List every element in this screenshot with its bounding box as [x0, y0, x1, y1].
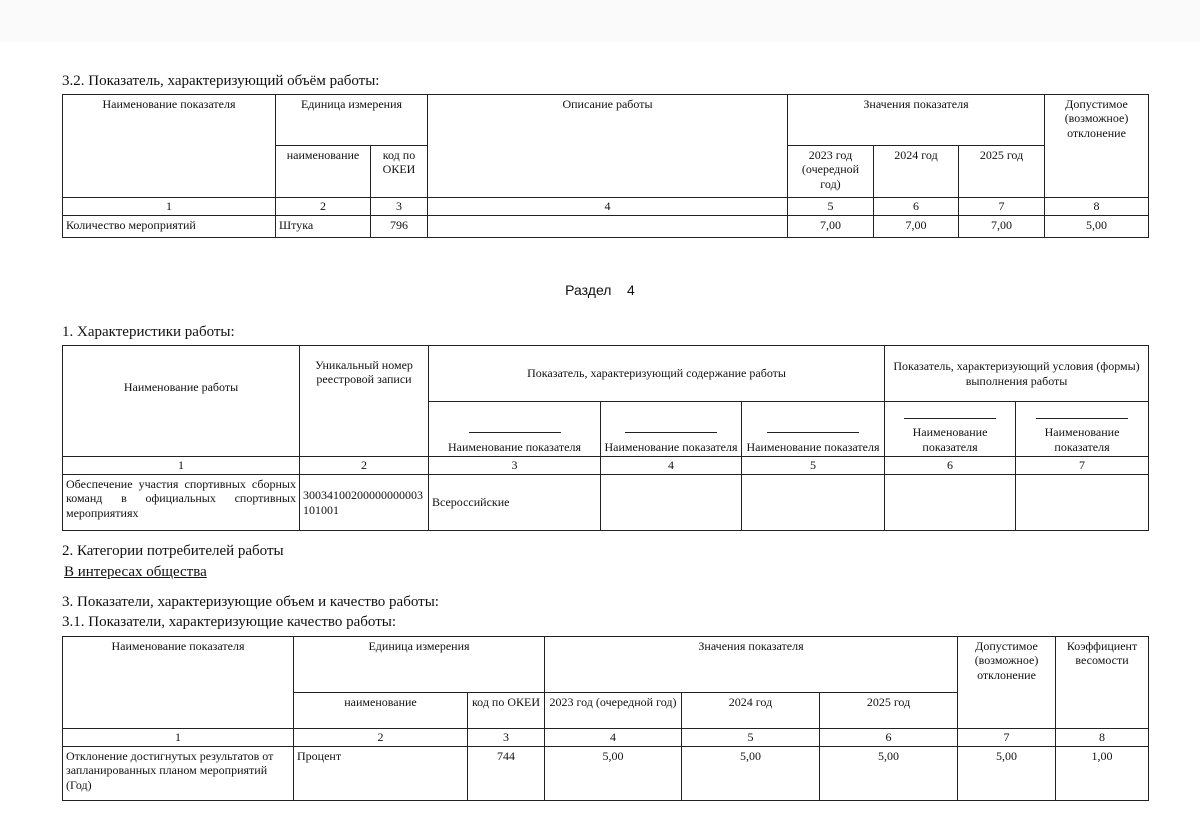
col-number: 4 — [428, 198, 788, 216]
header-unit-name: наименование — [276, 146, 371, 198]
col-number: 2 — [300, 457, 429, 475]
col-number: 6 — [885, 457, 1016, 475]
blank-line — [767, 432, 859, 433]
header-sub-indicator — [885, 402, 1016, 457]
quality-table — [62, 636, 1149, 801]
blank-line — [1036, 418, 1128, 419]
col-number: 8 — [1045, 198, 1149, 216]
consumers-value: В интересах общества — [64, 564, 207, 580]
section-label: Раздел — [565, 282, 612, 298]
cell-indicator-name: Отклонение достигнутых результатов от запланированных планом мероприятий (Год) — [63, 747, 294, 801]
cell-value-2025: 5,00 — [820, 747, 958, 801]
col-number: 6 — [874, 198, 959, 216]
cell-deviation: 5,00 — [958, 747, 1056, 801]
blank-line — [469, 432, 561, 433]
cell-value-2025: 7,00 — [959, 216, 1045, 238]
header-unit-name: наименование — [294, 693, 468, 729]
cell-unit-code: 796 — [371, 216, 428, 238]
cell-registry-number: 30034100200000000003101001 — [300, 475, 429, 531]
header-conditions-indicator: Показатель, характеризующий условия (формы) выполнения работы — [885, 346, 1149, 402]
col-number: 7 — [959, 198, 1045, 216]
col-number: 3 — [468, 729, 545, 747]
header-year-2024: 2024 год — [874, 146, 959, 198]
sub-indicator-label: Наименование показателя — [912, 425, 988, 454]
header-sub-indicator — [1016, 402, 1149, 457]
header-year-2023: 2023 год (очередной год) — [788, 146, 874, 198]
cell-work-name: Обеспечение участия спортивных сборных команд в официальных спортивных мероприятиях — [63, 475, 300, 531]
indicators-title: 3. Показатели, характеризующие объем и качество работы: — [62, 594, 439, 610]
header-year-2024: 2024 год — [682, 693, 820, 729]
header-registry-number: Уникальный номер реестровой записи — [300, 346, 429, 457]
section-number: 4 — [627, 282, 635, 298]
sub-indicator-label: Наименование показателя — [604, 439, 738, 454]
cell-description — [428, 216, 788, 238]
header-deviation: Допустимое (возможное) отклонение — [958, 637, 1056, 729]
header-year-2023: 2023 год (очередной год) — [545, 693, 682, 729]
col-number: 2 — [294, 729, 468, 747]
header-indicator-name: Наименование показателя — [63, 637, 294, 729]
header-year-2025: 2025 год — [959, 146, 1045, 198]
cell-deviation: 5,00 — [1045, 216, 1149, 238]
cell-value-2023: 7,00 — [788, 216, 874, 238]
header-sub-indicator — [601, 402, 742, 457]
header-year-2025: 2025 год — [820, 693, 958, 729]
cell-empty — [742, 475, 885, 531]
col-number: 3 — [371, 198, 428, 216]
cell-empty — [885, 475, 1016, 531]
header-deviation: Допустимое (возможное) отклонение — [1045, 95, 1149, 198]
cell-empty — [1016, 475, 1149, 531]
blank-line — [904, 418, 996, 419]
col-number: 1 — [63, 457, 300, 475]
col-number: 2 — [276, 198, 371, 216]
col-number: 3 — [429, 457, 601, 475]
col-number: 7 — [1016, 457, 1149, 475]
col-number: 1 — [63, 729, 294, 747]
cell-empty — [601, 475, 742, 531]
col-number: 5 — [788, 198, 874, 216]
header-values: Значения показателя — [788, 95, 1045, 146]
col-number: 7 — [958, 729, 1056, 747]
table-row — [63, 475, 1149, 531]
cell-unit-name: Штука — [276, 216, 371, 238]
quality-title: 3.1. Показатели, характеризующие качество работы: — [62, 614, 396, 630]
header-unit-code: код по ОКЕИ — [371, 146, 428, 198]
header-weight: Коэффициент весомости — [1056, 637, 1149, 729]
header-unit-code: код по ОКЕИ — [468, 693, 545, 729]
table-row — [63, 216, 1149, 238]
section-3-2-title: 3.2. Показатель, характеризующий объём работы: — [62, 73, 380, 89]
col-number: 8 — [1056, 729, 1149, 747]
blank-line — [625, 432, 717, 433]
cell-value-2023: 5,00 — [545, 747, 682, 801]
col-number: 1 — [63, 198, 276, 216]
header-description: Описание работы — [428, 95, 788, 198]
consumers-title: 2. Категории потребителей работы — [62, 543, 284, 559]
characteristics-table — [62, 345, 1149, 531]
cell-weight: 1,00 — [1056, 747, 1149, 801]
col-number: 5 — [682, 729, 820, 747]
header-work-name: Наименование работы — [63, 346, 300, 457]
cell-unit-name: Процент — [294, 747, 468, 801]
col-number: 4 — [601, 457, 742, 475]
cell-indicator-name: Количество мероприятий — [63, 216, 276, 238]
sub-indicator-label: Наименование показателя — [1044, 425, 1120, 454]
sub-indicator-label: Наименование показателя — [448, 439, 581, 454]
section-heading — [0, 282, 1200, 298]
cell-content-indicator-1: Всероссийские — [429, 475, 601, 531]
header-unit: Единица измерения — [294, 637, 545, 693]
header-values: Значения показателя — [545, 637, 958, 693]
header-sub-indicator — [742, 402, 885, 457]
header-sub-indicator — [429, 402, 601, 457]
header-indicator-name: Наименование показателя — [63, 95, 276, 198]
cell-unit-code: 744 — [468, 747, 545, 801]
top-band — [0, 0, 1200, 42]
table-row — [63, 747, 1149, 801]
sub-indicator-label: Наименование показателя — [746, 439, 880, 454]
header-content-indicator: Показатель, характеризующий содержание работы — [429, 346, 885, 402]
col-number: 4 — [545, 729, 682, 747]
cell-value-2024: 5,00 — [682, 747, 820, 801]
characteristics-title: 1. Характеристики работы: — [62, 324, 235, 340]
col-number: 5 — [742, 457, 885, 475]
volume-table — [62, 94, 1149, 238]
col-number: 6 — [820, 729, 958, 747]
cell-value-2024: 7,00 — [874, 216, 959, 238]
header-unit: Единица измерения — [276, 95, 428, 146]
